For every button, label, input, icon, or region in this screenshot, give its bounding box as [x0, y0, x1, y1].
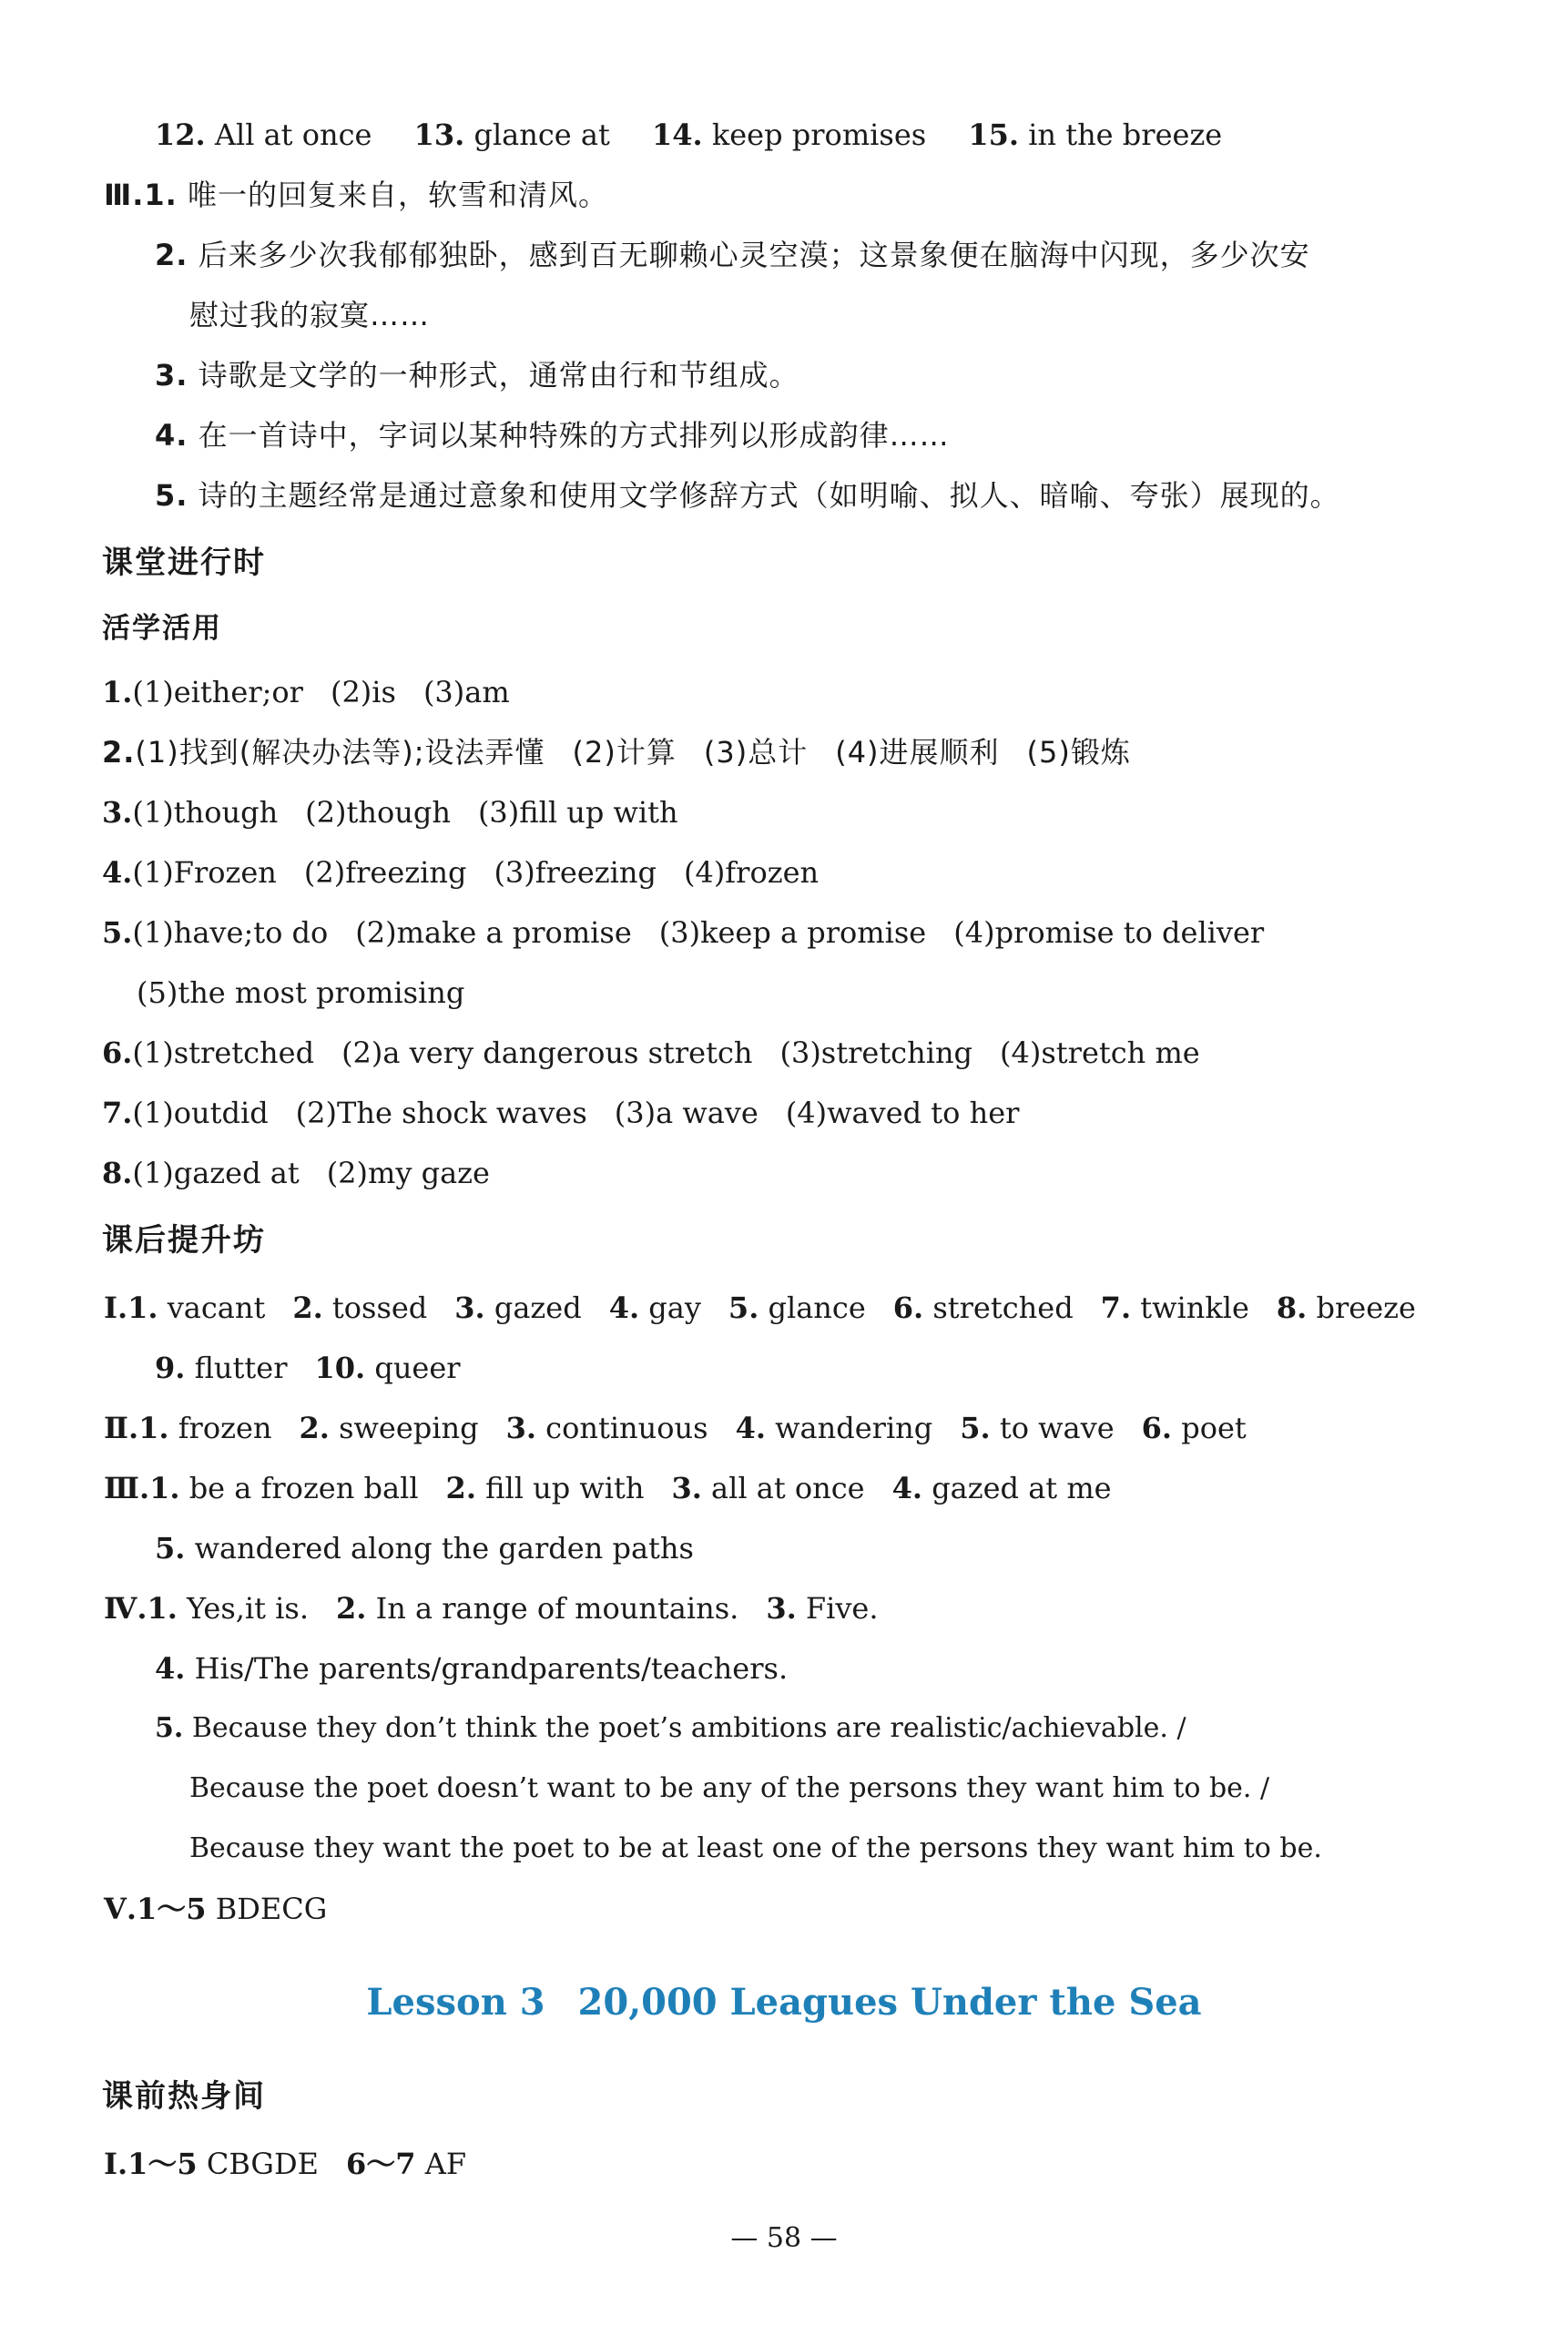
answer-text: in the breeze: [1028, 117, 1223, 152]
answer-text: gay: [648, 1290, 701, 1325]
answer-part: (4)stretch me: [1000, 1035, 1200, 1070]
item-number: 5.: [155, 1712, 184, 1744]
item-number: 13.: [413, 117, 465, 152]
answer-text: vacant: [167, 1290, 266, 1325]
translation-line-3: [155, 355, 799, 395]
translation-line-5: [155, 475, 1340, 515]
section-heading-class: 课堂进行时: [102, 545, 266, 581]
answer-part: (1)outdid: [132, 1096, 269, 1130]
item-number: 4.: [608, 1290, 640, 1325]
lesson-title: [0, 1981, 1568, 2024]
answer-text: Five.: [805, 1591, 879, 1626]
roman-numeral: Ⅲ.: [104, 1471, 150, 1505]
answer-part: (2)is: [330, 675, 396, 709]
answer-part: (1)have;to do: [132, 915, 329, 950]
item-number: 8.: [1276, 1290, 1308, 1325]
answer-part: (1)gazed at: [132, 1156, 300, 1190]
item-number: 5.: [155, 478, 188, 513]
item-number: 2.: [155, 238, 188, 272]
item-number: 7.: [102, 1096, 133, 1130]
active-use-line-1: [102, 672, 537, 712]
answer-text: wandering: [775, 1411, 933, 1445]
answer-part: (3)stretching: [779, 1035, 973, 1070]
after-s1-row2: [155, 1348, 488, 1388]
item-number: 3.: [766, 1591, 797, 1626]
answer-part: (2)计算: [572, 735, 677, 770]
item-number: 2.: [299, 1411, 330, 1445]
roman-numeral: Ⅴ.: [104, 1892, 137, 1926]
item-number: 10.: [314, 1351, 366, 1385]
item-number: 1.: [127, 1290, 158, 1325]
translation-text: 诗歌是文学的一种形式，通常由行和节组成。: [198, 358, 799, 393]
item-number: 7.: [1100, 1290, 1132, 1325]
item-number: 3.: [505, 1411, 536, 1445]
item-number: 1.: [147, 1591, 178, 1626]
answer-text: His/The parents/grandparents/teachers.: [194, 1651, 789, 1686]
active-use-line-7: [102, 1093, 1046, 1133]
answer-text: Yes,it is.: [187, 1591, 309, 1626]
item-number: 3.: [155, 358, 188, 393]
answer-text: All at once: [214, 117, 372, 152]
roman-numeral: Ⅰ.: [104, 1290, 128, 1325]
item-number: 2.: [292, 1290, 323, 1325]
active-use-line-2: [102, 732, 1158, 772]
item-number: 6.: [892, 1290, 924, 1325]
answer-text: stretched: [932, 1290, 1074, 1325]
item-number: 5.: [155, 1531, 186, 1566]
item-number: 1～5: [136, 1892, 207, 1926]
answer-text: CBGDE: [206, 2147, 319, 2181]
answer-part: (1)though: [132, 795, 279, 830]
translation-line-1: [104, 175, 608, 215]
answer-part: (4)promise to deliver: [953, 915, 1265, 950]
answer-part: (1)stretched: [132, 1035, 315, 1070]
answer-part: (2)my gaze: [326, 1156, 490, 1190]
answer-text: sweeping: [339, 1411, 479, 1445]
answer-part: (3)总计: [703, 735, 809, 770]
answer-text: Because they don’t think the poet’s ambitions are realistic/achievable. /: [191, 1712, 1186, 1744]
item-number: 1～5: [127, 2147, 198, 2181]
item-number: 4.: [155, 1651, 186, 1686]
active-use-line-6: [102, 1033, 1227, 1073]
after-s4-row4: Because the poet doesn’t want to be any of the persons they want him to be. /: [189, 1772, 1270, 1804]
translation-line-2: [155, 235, 1310, 275]
roman-numeral: Ⅲ.: [104, 178, 145, 212]
item-number: 3.: [671, 1471, 702, 1505]
roman-numeral: Ⅱ.: [104, 1411, 139, 1445]
active-use-line-4: [102, 852, 846, 893]
item-number: 12.: [155, 117, 206, 152]
answer-text: In a range of mountains.: [375, 1591, 739, 1626]
item-number: 4.: [102, 855, 133, 890]
item-number: 4.: [735, 1411, 766, 1445]
answer-part: (3)keep a promise: [658, 915, 927, 950]
answer-part: (3)freezing: [494, 855, 657, 890]
answer-part: (2)though: [305, 795, 451, 830]
answer-text: continuous: [545, 1411, 708, 1445]
item-number: 1.: [144, 178, 178, 212]
page-number: — 58 —: [730, 2222, 838, 2254]
after-s3-row1: [104, 1468, 1139, 1508]
answer-text: frozen: [178, 1411, 272, 1445]
answer-text: fill up with: [485, 1471, 645, 1505]
section-heading-after: 课后提升坊: [102, 1222, 266, 1259]
item-number: 9.: [155, 1351, 186, 1385]
translation-text: 慰过我的寂寞……: [189, 298, 431, 332]
after-s5-row1: [104, 1889, 327, 1929]
item-number: 5.: [960, 1411, 991, 1445]
section-heading-before: 课前热身间: [102, 2078, 266, 2115]
lesson-label: Lesson 3: [366, 1981, 545, 2024]
answer-text: poet: [1181, 1411, 1247, 1445]
answer-text: tossed: [331, 1290, 428, 1325]
after-s4-row5: Because they want the poet to be at least one of the persons they want him to be.: [189, 1832, 1322, 1864]
item-number: 1.: [102, 675, 133, 709]
after-s3-row2: [155, 1528, 694, 1568]
item-number: 14.: [652, 117, 703, 152]
answer-text: flutter: [194, 1351, 288, 1385]
answer-text: BDECG: [215, 1892, 328, 1926]
answer-part: (1)找到(解决办法等);设法弄懂: [135, 735, 545, 770]
answer-part: (2)freezing: [303, 855, 467, 890]
translation-text: 诗的主题经常是通过意象和使用文学修辞方式（如明喻、拟人、暗喻、夸张）展现的。: [198, 478, 1340, 513]
answer-text: to wave: [999, 1411, 1115, 1445]
answer-text: gazed: [494, 1290, 582, 1325]
after-s1-row1: [104, 1288, 1416, 1328]
translation-text: 在一首诗中，字词以某种特殊的方式排列以形成韵律……: [198, 418, 950, 453]
answer-text: glance: [768, 1290, 866, 1325]
item-number: 5.: [102, 915, 133, 950]
answer-part: (3)am: [423, 675, 510, 709]
item-number: 2.: [445, 1471, 476, 1505]
answer-part: (2)The shock waves: [295, 1096, 587, 1130]
after-s2-row1: [104, 1408, 1274, 1448]
roman-numeral: Ⅳ.: [104, 1591, 148, 1626]
answer-text: twinkle: [1140, 1290, 1249, 1325]
item-number: 4.: [891, 1471, 923, 1505]
item-number: 2.: [102, 735, 136, 770]
lesson-name: 20,000 Leagues Under the Sea: [577, 1981, 1202, 2024]
item-number: 5.: [728, 1290, 759, 1325]
answer-part: (2)make a promise: [355, 915, 632, 950]
answer-part: (4)waved to her: [785, 1096, 1020, 1130]
answer-text: all at once: [711, 1471, 865, 1505]
answer-text: breeze: [1316, 1290, 1416, 1325]
item-number: 6.: [102, 1035, 133, 1070]
answer-text: be a frozen ball: [188, 1471, 419, 1505]
after-s4-row2: [155, 1648, 788, 1688]
item-number: 6～7: [346, 2147, 416, 2181]
item-number: 8.: [102, 1156, 133, 1190]
translation-line-4: [155, 415, 950, 455]
answer-part: (4)frozen: [683, 855, 820, 890]
answer-part: (2)a very dangerous stretch: [341, 1035, 753, 1070]
item-number: 1.: [149, 1471, 180, 1505]
after-s4-row3: [155, 1709, 1186, 1749]
item-number: 2.: [336, 1591, 367, 1626]
active-use-line-5: [102, 913, 1291, 953]
subheading-active-use: 活学活用: [102, 612, 222, 645]
answer-part: (3)fill up with: [477, 795, 678, 830]
translation-text: 后来多少次我郁郁独卧，感到百无聊赖心灵空漠；这景象便在脑海中闪现，多少次安: [198, 238, 1310, 272]
active-use-line-5-cont: [137, 973, 464, 1013]
active-use-line-8: [102, 1153, 517, 1193]
answer-text: AF: [424, 2147, 467, 2181]
item-number: 6.: [1141, 1411, 1173, 1445]
answer-part: (5)the most promising: [137, 975, 465, 1010]
item-number: 3.: [454, 1290, 485, 1325]
active-use-line-3: [102, 792, 706, 832]
top-answer-row: [155, 115, 1255, 155]
after-s4-row1: [104, 1588, 906, 1628]
answer-text: wandered along the garden paths: [194, 1531, 694, 1566]
translation-text: 唯一的回复来自，软雪和清风。: [188, 178, 609, 212]
item-number: 3.: [102, 795, 133, 830]
translation-line-2-cont: [189, 295, 430, 335]
roman-numeral: Ⅰ.: [104, 2147, 128, 2181]
answer-text: queer: [374, 1351, 461, 1385]
answer-part: (5)锻炼: [1026, 735, 1131, 770]
item-number: 1.: [138, 1411, 169, 1445]
item-number: 4.: [155, 418, 188, 453]
answer-part: (1)Frozen: [132, 855, 277, 890]
answer-part: (1)either;or: [132, 675, 303, 709]
item-number: 15.: [968, 117, 1020, 152]
answer-part: (4)进展顺利: [835, 735, 1000, 770]
answer-part: (3)a wave: [614, 1096, 759, 1130]
before-row1: [104, 2144, 466, 2184]
answer-text: keep promises: [711, 117, 927, 152]
answer-text: gazed at me: [932, 1471, 1112, 1505]
answer-text: glance at: [473, 117, 610, 152]
